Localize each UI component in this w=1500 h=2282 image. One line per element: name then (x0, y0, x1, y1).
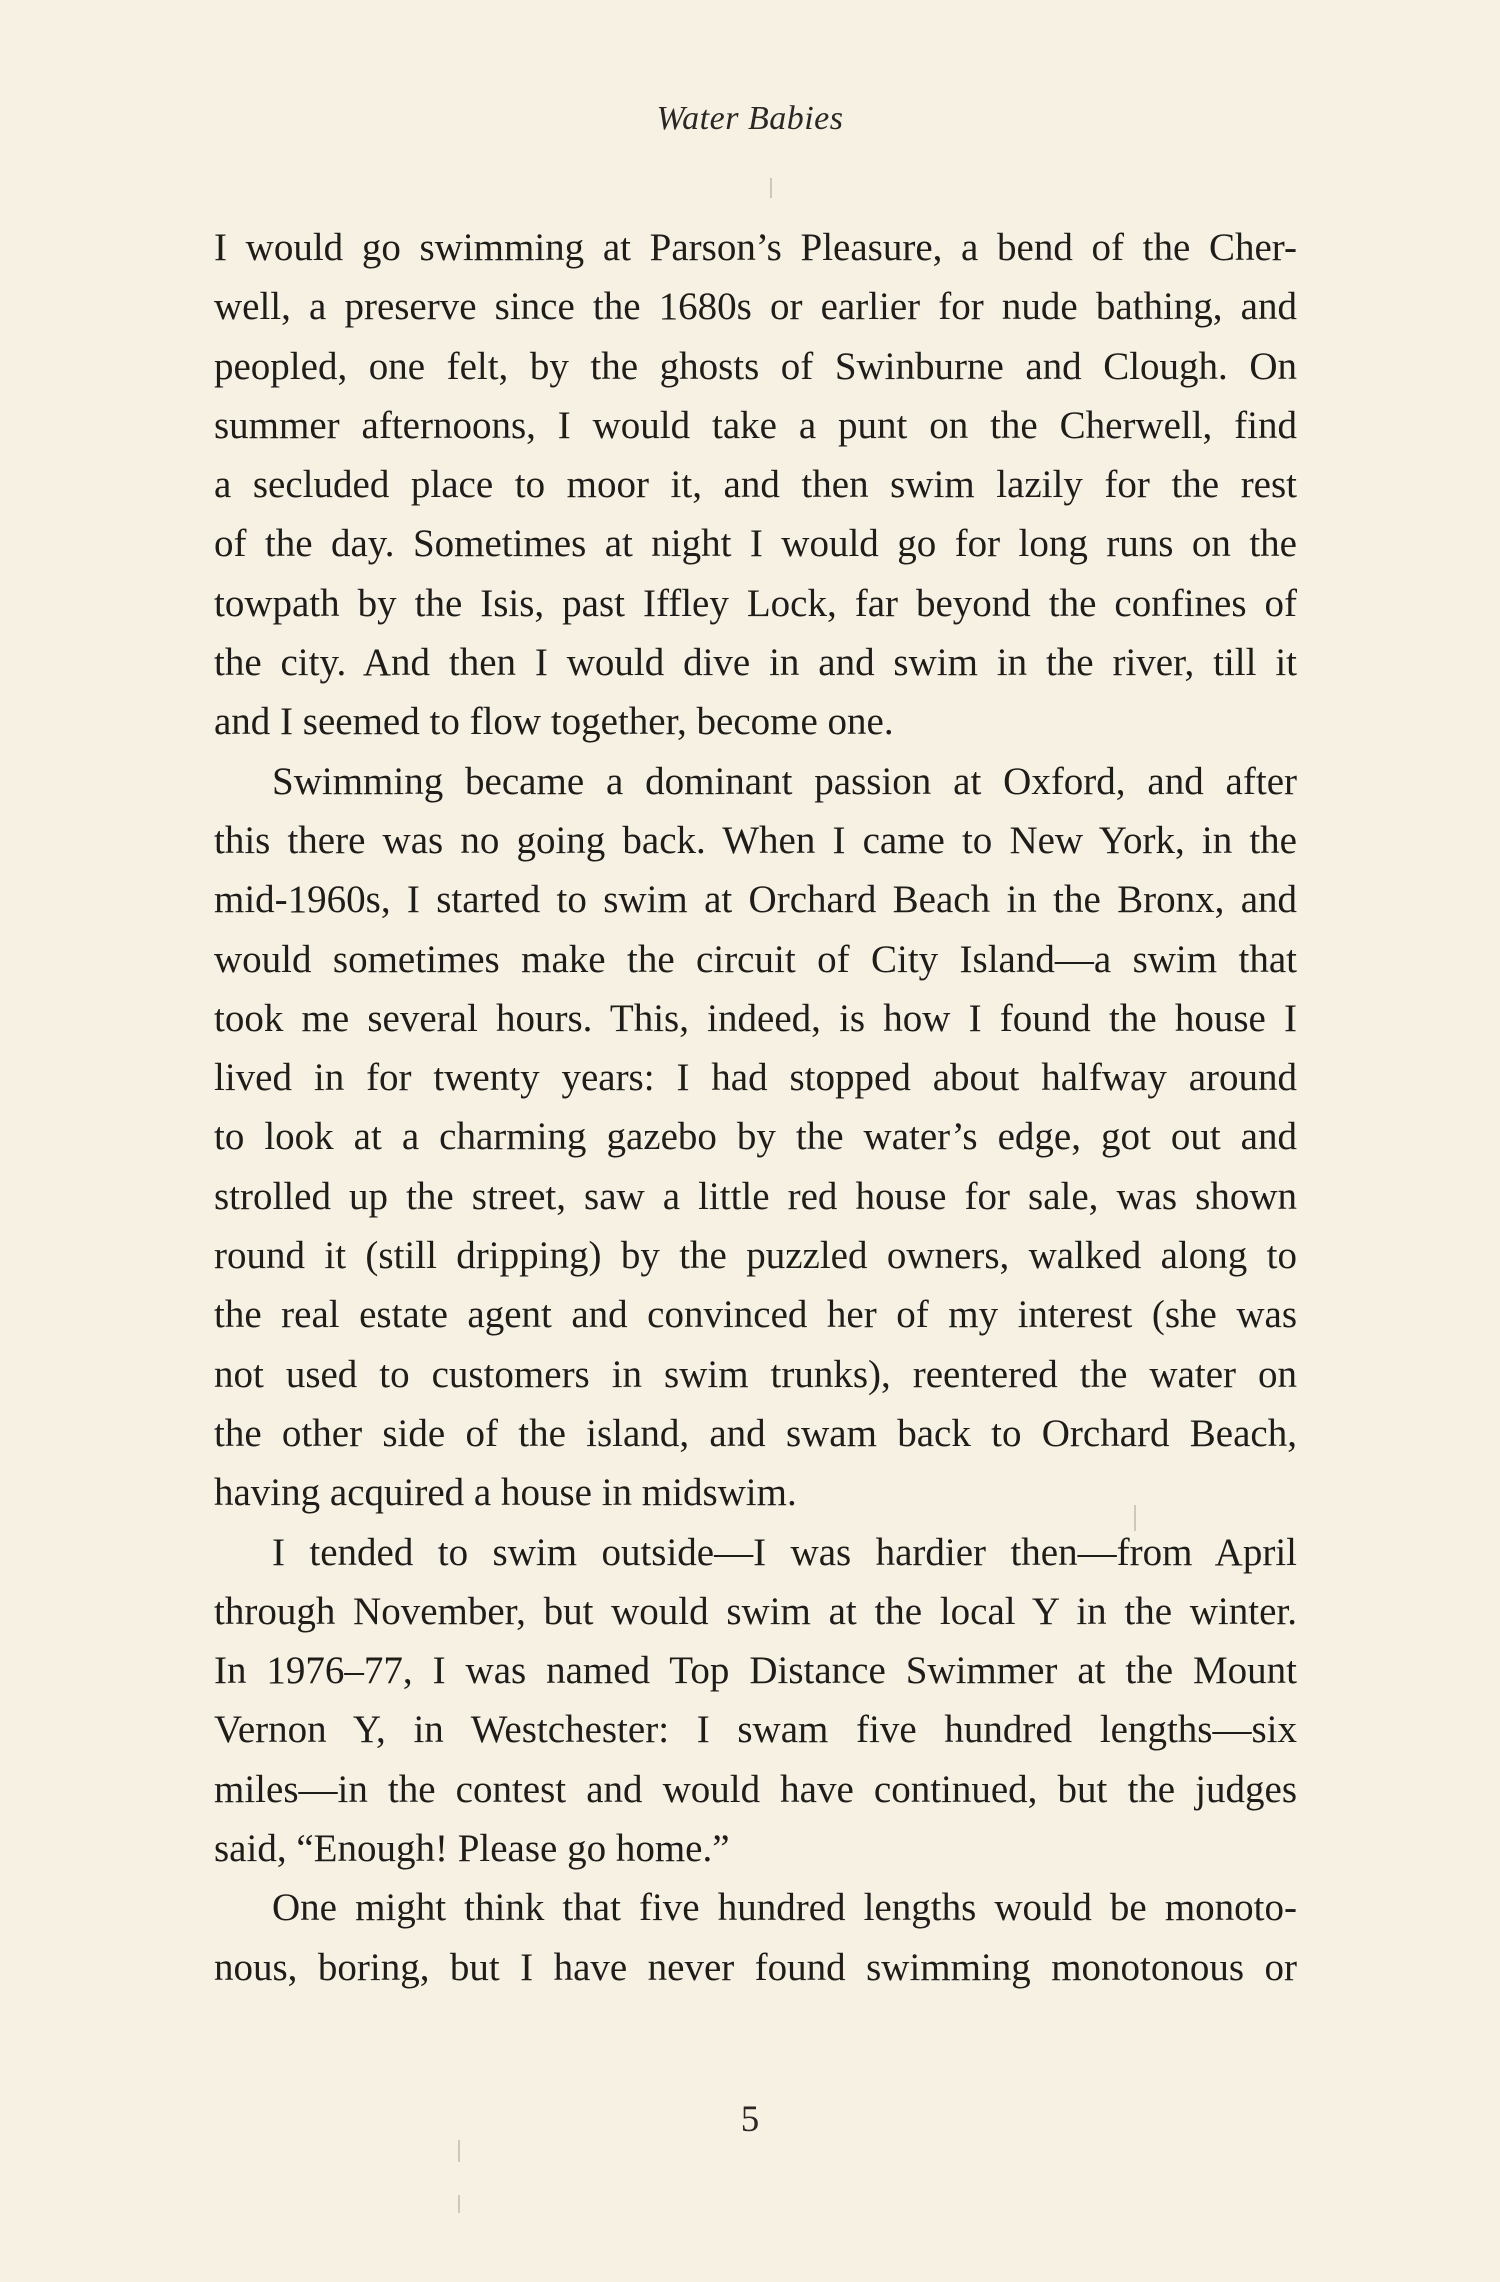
scan-speck (458, 2195, 460, 2213)
text-line: mid-1960s, I started to swim at Orchard Beach in the Bronx, and (214, 878, 1297, 922)
text-line: took me several hours. This, indeed, is how I found the house I (214, 996, 1297, 1040)
text-line: summer afternoons, I would take a punt on the Cherwell, find (214, 403, 1297, 447)
text-line: the city. And then I would dive in and swim in the river, till it (214, 641, 1297, 685)
text-line: a secluded place to moor it, and then swim lazily for the rest (214, 463, 1297, 507)
text-line: lived in for twenty years: I had stopped about halfway around (214, 1056, 1297, 1100)
text-line: and I seemed to flow together, become one. (214, 700, 894, 744)
text-line: this there was no going back. When I came to New York, in the (214, 818, 1297, 862)
text-line: to look at a charming gazebo by the water’s edge, got out and (214, 1115, 1297, 1159)
body-text (214, 218, 1297, 1997)
text-line: the real estate agent and convinced her of my interest (she was (214, 1293, 1297, 1337)
text-line: peopled, one felt, by the ghosts of Swinburne and Clough. On (214, 344, 1297, 388)
text-line: the other side of the island, and swam back to Orchard Beach, (214, 1411, 1297, 1455)
text-line: Swimming became a dominant passion at Oxford, and after (272, 759, 1297, 803)
text-line: I tended to swim outside—I was hardier then—from April (272, 1530, 1297, 1574)
scan-speck (1134, 1505, 1136, 1531)
scan-speck (770, 178, 772, 198)
page-number: 5 (740, 2099, 760, 2140)
text-line: nous, boring, but I have never found swimming monotonous or (214, 1945, 1297, 1989)
text-line: through November, but would swim at the local Y in the winter. (214, 1589, 1297, 1633)
text-line: well, a preserve since the 1680s or earlier for nude bathing, and (214, 285, 1297, 329)
text-line: having acquired a house in midswim. (214, 1471, 797, 1515)
text-line: Vernon Y, in Westchester: I swam five hundred lengths—six (214, 1708, 1297, 1752)
text-line: In 1976–77, I was named Top Distance Swimmer at the Mount (214, 1649, 1297, 1693)
text-line: One might think that five hundred lengths would be monoto- (272, 1886, 1297, 1930)
text-line: strolled up the street, saw a little red house for sale, was shown (214, 1174, 1297, 1218)
text-line: of the day. Sometimes at night I would go for long runs on the (214, 522, 1297, 566)
running-head: Water Babies (656, 100, 844, 137)
text-line: would sometimes make the circuit of City Island—a swim that (214, 937, 1297, 981)
text-line: I would go swimming at Parson’s Pleasure, a bend of the Cher- (214, 226, 1297, 269)
text-line: round it (still dripping) by the puzzled owners, walked along to (214, 1234, 1297, 1278)
text-line: miles—in the contest and would have continued, but the judges (214, 1767, 1297, 1811)
scan-speck (458, 2140, 460, 2162)
text-line: not used to customers in swim trunks), reentered the water on (214, 1352, 1297, 1396)
text-line: towpath by the Isis, past Iffley Lock, far beyond the confines of (214, 581, 1297, 625)
text-line: said, “Enough! Please go home.” (214, 1827, 730, 1871)
